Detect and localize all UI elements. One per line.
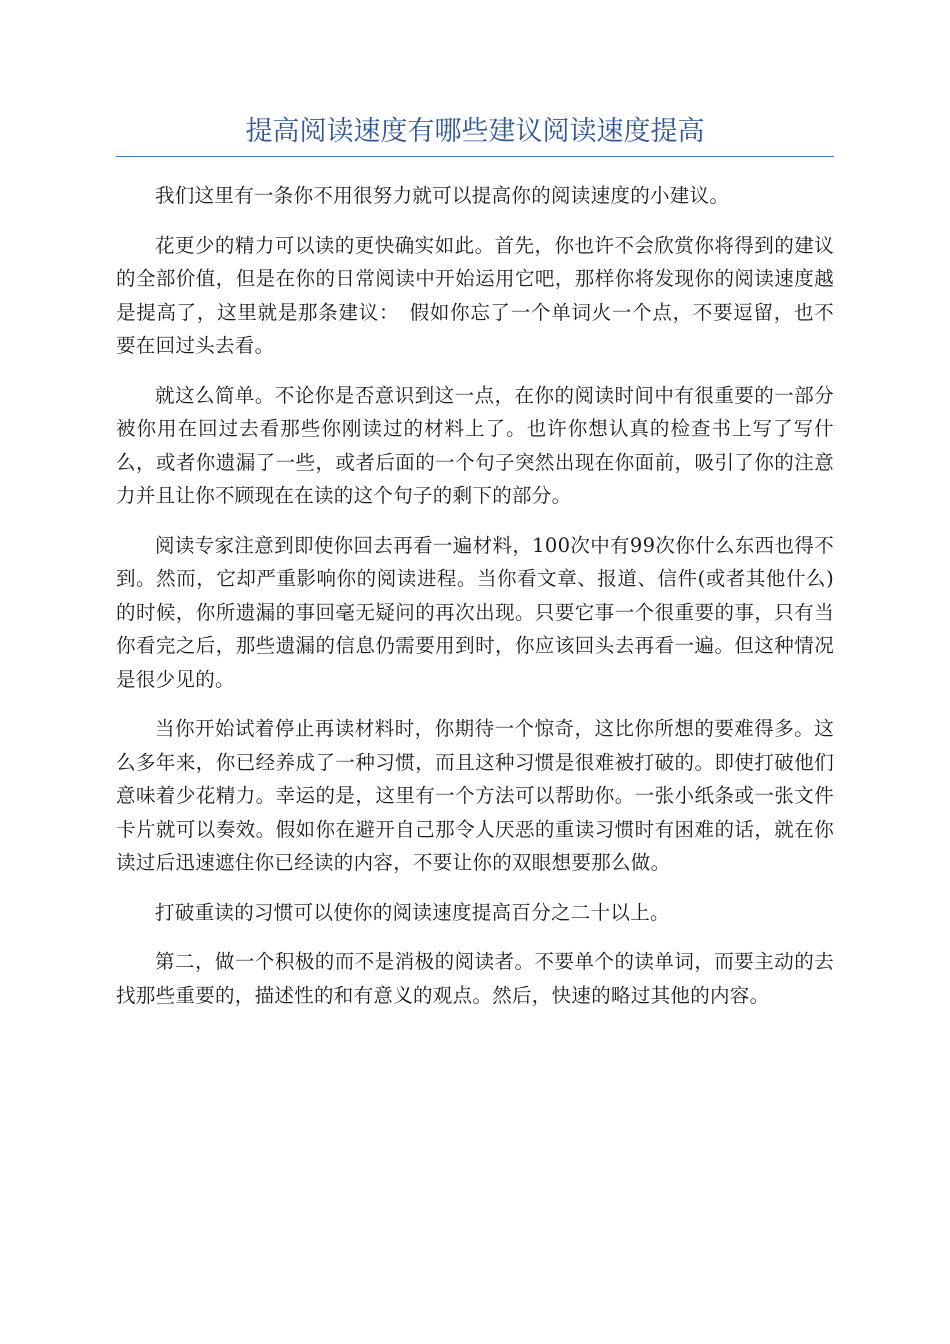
- paragraph-4: 阅读专家注意到即使你回去再看一遍材料，100次中有99次你什么东西也得不到。然而，它却严重影响你的阅读进程。当你看文章、报道、信件(或者其他什么)的时候，你所遗漏的事回毫无疑问的再次出现。只要它事一个很重要的事，只有当你看完之后，那些遗漏的信息仍需要用到时，你应该回头去再看一遍。但这种情况是很少见的。: [116, 533, 834, 691]
- paragraph-6: 打破重读的习惯可以使你的阅读速度提高百分之二十以上。: [155, 900, 670, 924]
- paragraph-1: 我们这里有一条你不用很努力就可以提高你的阅读速度的小建议。: [155, 184, 730, 207]
- title-underline: [116, 156, 834, 157]
- document-title: 提高阅读速度有哪些建议阅读速度提高: [245, 116, 705, 147]
- paragraph-7: 第二，做一个积极的而不是消极的阅读者。不要单个的读单词，而要主动的去找那些重要的，描述性的和有意义的观点。然后，快速的略过其他的内容。: [116, 950, 834, 1007]
- document-page: [116, 112, 834, 1028]
- paragraph-3: 就这么简单。不论你是否意识到这一点，在你的阅读时间中有很重要的一部分被你用在回过去看那些你刚读过的材料上了。也许你想认真的检查书上写了写什么，或者你遗漏了一些，或者后面的一个句子突然出现在你面前，吸引了你的注意力并且让你不顾现在在读的这个句子的剩下的部分。: [116, 383, 834, 507]
- paragraph-2: 花更少的精力可以读的更快确实如此。首先，你也许不会欣赏你将得到的建议的全部价值，但是在你的日常阅读中开始运用它吧，那样你将发现你的阅读速度越是提高了，这里就是那条建议： 假如你忘了一个单词火一个点，不要逗留，也不要在回过头去看。: [116, 233, 834, 357]
- paragraph-5: 当你开始试着停止再读材料时，你期待一个惊奇，这比你所想的要难得多。这么多年来，你已经养成了一种习惯，而且这种习惯是很难被打破的。即使打破他们意味着少花精力。幸运的是，这里有一个方法可以帮助你。一张小纸条或一张文件卡片就可以奏效。假如你在避开自己那令人厌恶的重读习惯时有困难的话，就在你读过后迅速遮住你已经读的内容，不要让你的双眼想要那么做。: [116, 717, 834, 874]
